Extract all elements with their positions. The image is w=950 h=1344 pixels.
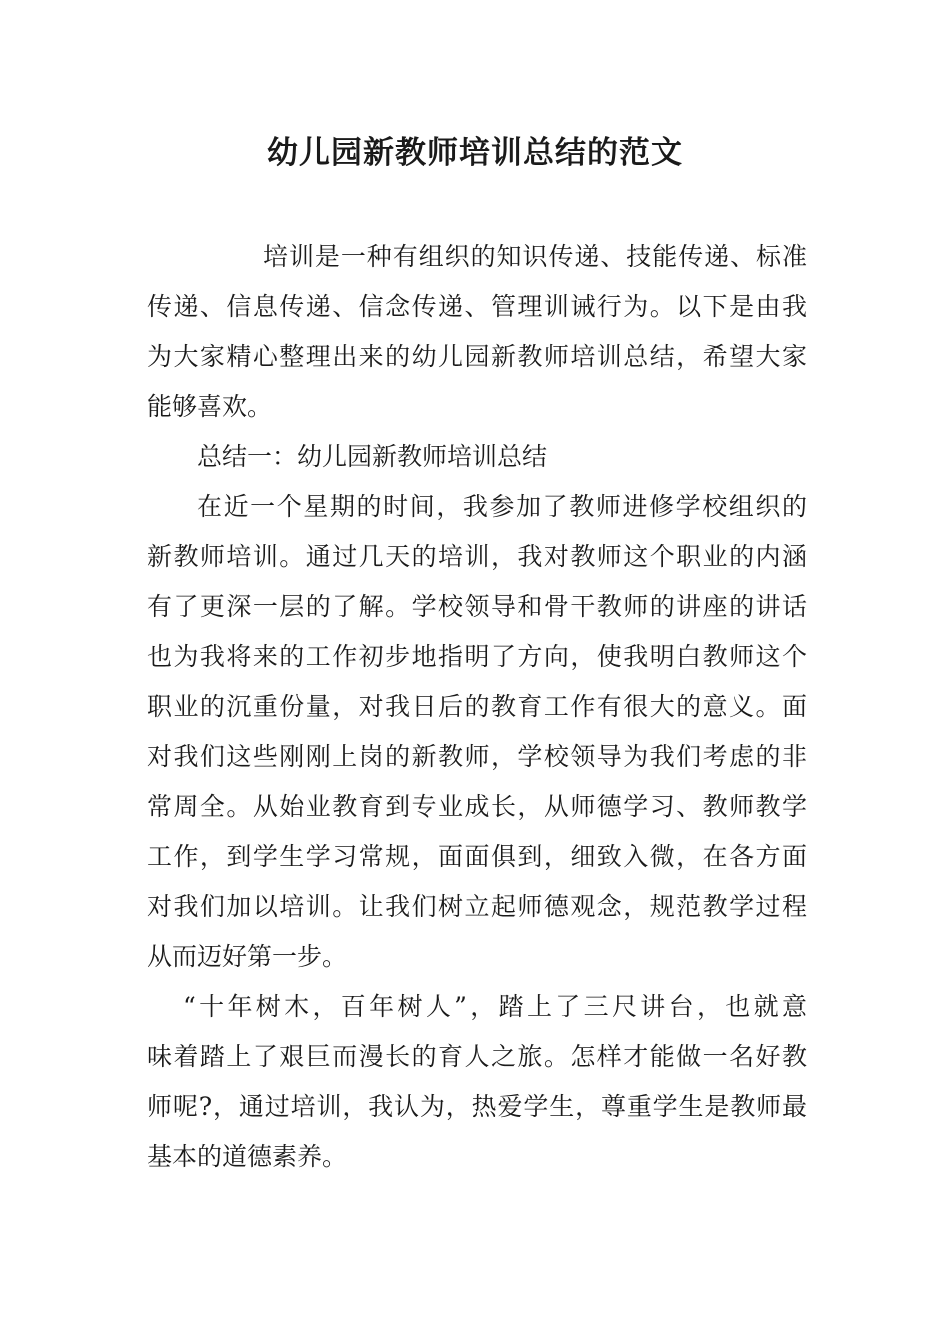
paragraph-line: 有了更深一层的了解。学校领导和骨干教师的讲座的讲话 bbox=[147, 592, 807, 621]
paragraph-line: 新教师培训。通过几天的培训，我对教师这个职业的内涵 bbox=[147, 542, 807, 571]
paragraph-line: 培训是一种有组织的知识传递、技能传递、标准 bbox=[263, 242, 807, 271]
paragraph-line: 常周全。从始业教育到专业成长，从师德学习、教师教学 bbox=[147, 792, 807, 821]
paragraph-line: 职业的沉重份量，对我日后的教育工作有很大的意义。面 bbox=[147, 692, 807, 721]
paragraph-line: 味着踏上了艰巨而漫长的育人之旅。怎样才能做一名好教 bbox=[147, 1042, 807, 1071]
paragraph-line: 工作，到学生学习常规，面面俱到，细致入微，在各方面 bbox=[147, 842, 807, 871]
paragraph-line: 为大家精心整理出来的幼儿园新教师培训总结，希望大家 bbox=[147, 342, 807, 371]
paragraph-line: “十年树木，百年树人”，踏上了三尺讲台，也就意 bbox=[183, 992, 807, 1021]
section-heading: 总结一：幼儿园新教师培训总结 bbox=[197, 442, 548, 471]
paragraph-line: 在近一个星期的时间，我参加了教师进修学校组织的 bbox=[197, 492, 807, 521]
paragraph-line: 师呢?，通过培训，我认为，热爱学生，尊重学生是教师最 bbox=[147, 1092, 807, 1121]
paragraph-line: 从而迈好第一步。 bbox=[147, 942, 348, 971]
paragraph-line: 能够喜欢。 bbox=[147, 392, 273, 421]
paragraph-line: 也为我将来的工作初步地指明了方向，使我明白教师这个 bbox=[147, 642, 807, 671]
paragraph-line: 基本的道德素养。 bbox=[147, 1142, 348, 1171]
paragraph-line: 传递、信息传递、信念传递、管理训诫行为。以下是由我 bbox=[147, 292, 807, 321]
paragraph-line: 对我们加以培训。让我们树立起师德观念，规范教学过程 bbox=[147, 892, 807, 921]
document-title: 幼儿园新教师培训总结的范文 bbox=[267, 135, 683, 171]
paragraph-line: 对我们这些刚刚上岗的新教师，学校领导为我们考虑的非 bbox=[147, 742, 807, 771]
